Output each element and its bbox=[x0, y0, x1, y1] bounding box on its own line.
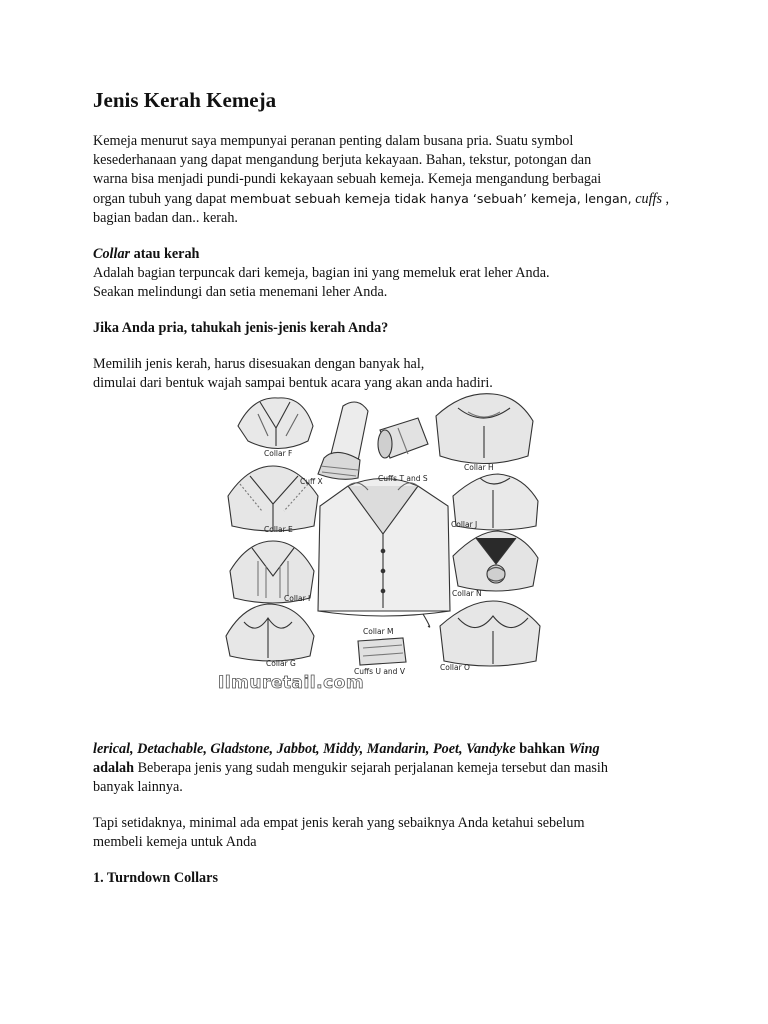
collar-illustration bbox=[218, 386, 548, 696]
collar-n-drawing bbox=[453, 531, 538, 591]
collar-o-drawing bbox=[440, 601, 540, 666]
intro-line-3: warna bisa menjadi pundi-pundi kekayaan sebuah kemeja. Kemeja mengandung berbagai bbox=[93, 171, 602, 187]
collar-line-1: Adalah bagian terpuncak dari kemeja, bagian ini yang memeluk erat leher Anda. bbox=[93, 265, 550, 281]
intro-line-4-end: , bbox=[665, 191, 670, 207]
intro-line-4-start: organ tubuh yang dapat bbox=[93, 191, 230, 207]
label-collar-i: Collar I bbox=[284, 594, 311, 603]
collar-heading-rest: atau kerah bbox=[130, 246, 200, 262]
question-heading: Jika Anda pria, tahukah jenis-jenis kerah Anda? bbox=[93, 320, 389, 336]
label-collar-f: Collar F bbox=[264, 449, 293, 458]
label-collar-m: Collar M bbox=[363, 627, 394, 636]
types-paragraph bbox=[93, 740, 693, 797]
label-cuffs-u-v: Cuffs U and V bbox=[354, 667, 405, 676]
types-line-2 bbox=[93, 759, 693, 778]
cuffs-t-s-drawing bbox=[378, 418, 428, 458]
collar-heading bbox=[93, 245, 693, 264]
minimal-paragraph bbox=[93, 814, 693, 852]
minimal-line-2: membeli kemeja untuk Anda bbox=[93, 834, 257, 850]
label-collar-n: Collar N bbox=[452, 589, 482, 598]
page-title: Jenis Kerah Kemeja bbox=[93, 88, 277, 112]
types-wing: Wing bbox=[568, 741, 600, 757]
intro-line-4-mid: membuat sebuah kemeja tidak hanya ‘sebuah’ kemeja, lengan, bbox=[229, 191, 632, 206]
cuffs-u-v-drawing bbox=[358, 638, 406, 665]
collar-line-2: Seakan melindungi dan setia menemani leher Anda. bbox=[93, 284, 388, 300]
collar-heading-italic: Collar bbox=[93, 246, 131, 262]
types-bahkan: bahkan bbox=[515, 741, 569, 757]
label-collar-e: Collar E bbox=[264, 525, 293, 534]
collar-e-drawing bbox=[228, 466, 318, 531]
choose-line-2: dimulai dari bentuk wajah sampai bentuk acara yang akan anda hadiri. bbox=[93, 375, 493, 391]
types-rest-1: Beberapa jenis yang sudah mengukir sejarah perjalanan kemeja tersebut dan masih bbox=[134, 760, 608, 776]
cuff-x-drawing bbox=[318, 402, 368, 479]
intro-line-4 bbox=[93, 189, 693, 209]
cuffs-italic: cuffs bbox=[635, 191, 662, 207]
lower-section bbox=[93, 740, 693, 905]
label-cuff-x: Cuff X bbox=[300, 477, 323, 486]
types-adalah: adalah bbox=[93, 760, 135, 776]
collar-types-list: lerical, Detachable, Gladstone, Jabbot, Middy, Mandarin, Poet, Vandyke bbox=[93, 741, 516, 757]
collar-illustration-svg bbox=[218, 386, 548, 696]
choose-line-1: Memilih jenis kerah, harus disesuakan dengan banyak hal, bbox=[93, 356, 425, 372]
document-page bbox=[93, 86, 693, 410]
minimal-line-1: Tapi setidaknya, minimal ada empat jenis kerah yang sebaiknya Anda ketahui sebelum bbox=[93, 815, 585, 831]
intro-line-5: bagian badan dan.. kerah. bbox=[93, 210, 238, 226]
label-collar-o: Collar O bbox=[440, 663, 470, 672]
list-heading: 1. Turndown Collars bbox=[93, 870, 218, 886]
intro-paragraph bbox=[93, 132, 693, 228]
collar-f-drawing bbox=[238, 398, 313, 449]
collar-h-drawing bbox=[436, 394, 533, 464]
label-collar-h: Collar H bbox=[464, 463, 494, 472]
label-collar-g: Collar G bbox=[266, 659, 296, 668]
label-collar-j: Collar J bbox=[451, 520, 478, 529]
types-line-3: banyak lainnya. bbox=[93, 779, 183, 795]
collar-m-drawing bbox=[318, 479, 450, 628]
collar-paragraph bbox=[93, 245, 693, 302]
intro-line-2: kesederhanaan yang dapat mengandung berjuta kekayaan. Bahan, tekstur, potongan dan bbox=[93, 152, 592, 168]
collar-g-drawing bbox=[226, 604, 314, 661]
label-cuffs-t-s: Cuffs T and S bbox=[378, 474, 428, 483]
watermark-text: Ilmuretail.com bbox=[218, 673, 365, 693]
types-line-1 bbox=[93, 740, 693, 759]
intro-line-1: Kemeja menurut saya mempunyai peranan penting dalam busana pria. Suatu symbol bbox=[93, 133, 574, 149]
